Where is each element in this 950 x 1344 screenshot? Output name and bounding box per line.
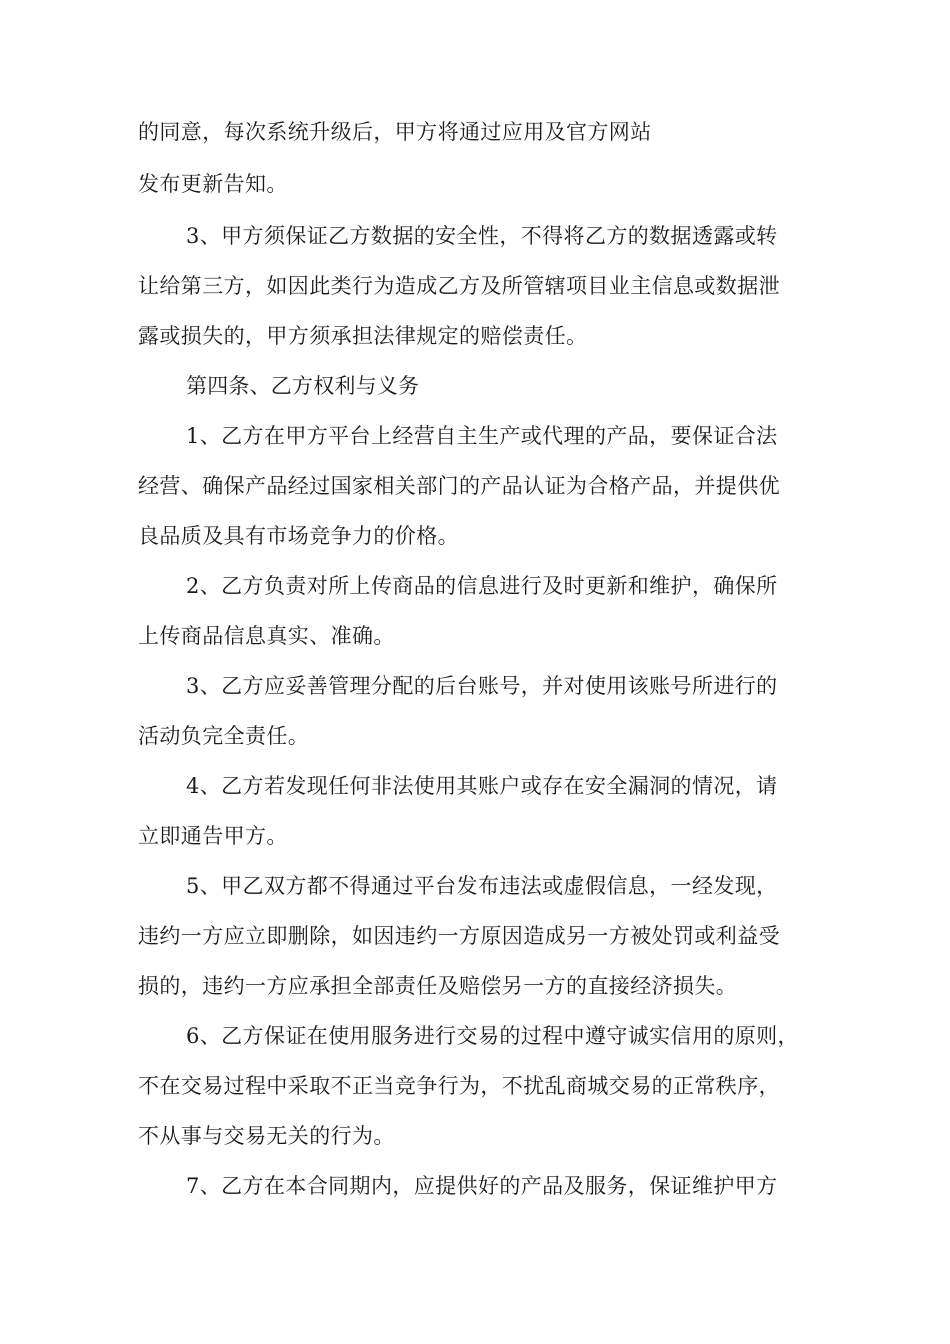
text-line: 上传商品信息真实、准确。 xyxy=(138,624,395,648)
text-line: 让给第三方，如因此类行为造成乙方及所管辖项目业主信息或数据泄 xyxy=(138,274,780,298)
clause-2-line: 2、乙方负责对所上传商品的信息进行及时更新和维护，确保所 xyxy=(186,574,778,598)
text-line: 露或损失的，甲方须承担法律规定的赔偿责任。 xyxy=(138,324,588,348)
clause-3-line: 3、甲方须保证乙方数据的安全性，不得将乙方的数据透露或转 xyxy=(186,224,778,248)
clause-5-line: 5、甲乙双方都不得通过平台发布违法或虚假信息，一经发现， xyxy=(186,874,778,898)
clause-3-line: 3、乙方应妥善管理分配的后台账号，并对使用该账号所进行的 xyxy=(186,674,778,698)
text-line: 活动负完全责任。 xyxy=(138,724,310,748)
text-line: 立即通告甲方。 xyxy=(138,824,288,848)
clause-4-line: 4、乙方若发现任何非法使用其账户或存在安全漏洞的情况，请 xyxy=(186,774,778,798)
section-heading: 第四条、乙方权利与义务 xyxy=(186,374,420,398)
text-line: 良品质及具有市场竞争力的价格。 xyxy=(138,524,459,548)
text-line: 的同意，每次系统升级后，甲方将通过应用及官方网站 xyxy=(138,120,652,144)
clause-1-line: 1、乙方在甲方平台上经营自主生产或代理的产品，要保证合法 xyxy=(186,424,778,448)
text-line: 损的，违约一方应承担全部责任及赔偿另一方的直接经济损失。 xyxy=(138,974,738,998)
text-line: 经营、确保产品经过国家相关部门的产品认证为合格产品，并提供优 xyxy=(138,474,780,498)
text-line: 不从事与交易无关的行为。 xyxy=(138,1124,395,1148)
text-line: 不在交易过程中采取不正当竞争行为，不扰乱商城交易的正常秩序， xyxy=(138,1074,780,1098)
clause-7-line: 7、乙方在本合同期内，应提供好的产品及服务，保证维护甲方 xyxy=(186,1174,778,1198)
text-line: 发布更新告知。 xyxy=(138,172,288,196)
text-line: 违约一方应立即删除，如因违约一方原因造成另一方被处罚或利益受 xyxy=(138,924,780,948)
clause-6-line: 6、乙方保证在使用服务进行交易的过程中遵守诚实信用的原则， xyxy=(186,1024,799,1048)
